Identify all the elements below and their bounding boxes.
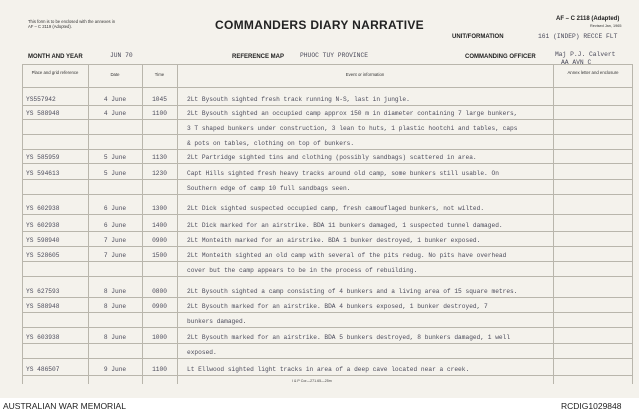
entry-date: 8 June (103, 334, 127, 341)
entry-grid-reference: YS 528605 (26, 252, 60, 259)
entry-event-line: 2Lt Bysouth marked for an airstrike. BDA 5 bunkers destroyed, 8 bunkers damaged, 1 well (187, 334, 511, 341)
month-year-label: MONTH AND YEAR (28, 54, 83, 60)
row-rule (22, 179, 632, 180)
entry-grid-reference: YS 602938 (26, 205, 60, 212)
entry-date: 7 June (103, 252, 127, 259)
entry-time: 1230 (152, 170, 167, 177)
printer-line: I & P Cor—271.65—25m (292, 379, 332, 383)
row-rule (22, 375, 632, 376)
reference-map-label: REFERENCE MAP (232, 54, 285, 60)
entry-event-line: & pots on tables, clothing on top of bunkers. (187, 139, 355, 147)
entry-date: 8 June (103, 303, 127, 310)
entry-time: 1100 (152, 366, 167, 373)
month-year-value: JUN 70 (110, 52, 133, 59)
form-number: AF – C 2118 (Adapted) (556, 16, 620, 22)
entry-date: 7 June (103, 237, 127, 244)
entry-time: 0800 (152, 288, 167, 295)
unit-value: 161 (INDEP) RECCE FLT (538, 33, 618, 40)
row-rule (22, 358, 632, 359)
entry-grid-reference: YS 585959 (26, 154, 60, 161)
entry-event-line: 2Lt Bysouth sighted a camp consisting of 4 bunkers and a living area of 15 square metres. (187, 288, 518, 295)
entry-time: 1130 (152, 154, 167, 161)
entry-event-line: 2Lt Monteith sighted an old camp with several of the pits redug. No pits have overhead (187, 252, 507, 259)
row-rule (22, 276, 632, 277)
entry-event-line: 3 T shaped bunkers under construction, 3 lean to huts, 1 plastic hootchi and tables, caps (187, 124, 518, 132)
footer-record-id: RCDIG1029848 (561, 401, 622, 411)
entry-event-line: cover but the camp appears to be in the process of rebuilding. (187, 266, 418, 274)
entry-event-line: 2Lt Dick sighted suspected occupied camp, fresh camouflaged bunkers, not wilted. (187, 205, 485, 212)
row-rule (22, 149, 632, 150)
row-rule (22, 246, 632, 247)
commanding-officer-unit: AA AVN C (561, 59, 592, 66)
entry-date: 6 June (103, 205, 127, 212)
col-header-place: Place and grid reference (31, 70, 79, 75)
commanding-officer-value: Maj P.J. Calvert (555, 51, 616, 58)
annex-column-rule (553, 64, 554, 384)
col-header-time: Time (154, 72, 165, 77)
entry-grid-reference: YS 588948 (26, 303, 60, 310)
entry-date: 5 June (103, 170, 127, 177)
entry-date: 6 June (103, 222, 127, 229)
entry-event-line: 2Lt Monteith marked for an airstrike. BDA 1 bunker destroyed, 1 bunker exposed. (187, 237, 481, 244)
commanding-officer-label: COMMANDING OFFICER (465, 54, 536, 60)
row-rule (22, 343, 632, 344)
col-header-date: Date (110, 72, 120, 77)
page-title: COMMANDERS DIARY NARRATIVE (215, 18, 424, 32)
row-rule (22, 312, 632, 313)
unit-label: UNIT/FORMATION (452, 34, 504, 40)
entry-date: 4 June (103, 110, 127, 117)
reference-map-value: PHUOC TUY PROVINCE (300, 52, 369, 59)
row-rule (22, 327, 632, 328)
form-revised: Revised Jan, 1965 (590, 24, 622, 28)
entry-event-line: Capt Hills sighted fresh heavy tracks around old camp, some bunkers still usable. On (187, 170, 499, 177)
header-bottom-rule (22, 87, 632, 88)
entry-date: 8 June (103, 288, 127, 295)
entry-date: 5 June (103, 154, 127, 161)
entry-time: 1300 (152, 205, 167, 212)
entry-event-line: 2Lt Bysouth sighted an occupied camp approx 150 m in diameter containing 7 large bunkers, (187, 110, 518, 117)
entry-time: 1500 (152, 252, 167, 259)
entry-grid-reference: YS557942 (26, 96, 56, 103)
entry-time: 1000 (152, 334, 167, 341)
entry-grid-reference: YS 594613 (26, 170, 60, 177)
entry-time: 1045 (152, 96, 167, 103)
entry-event-line: bunkers damaged. (187, 317, 247, 325)
entry-event-line: 2Lt Bysouth sighted fresh track running N-S, last in jungle. (187, 96, 410, 103)
event-column-rule (177, 64, 178, 384)
entry-grid-reference: YS 486507 (26, 366, 60, 373)
row-rule (22, 297, 632, 298)
row-rule (22, 214, 632, 215)
entry-time: 1100 (152, 110, 167, 117)
entry-event-line: 2Lt Bysouth marked for an airstrike. BDA 4 bunkers exposed, 1 bunker destroyed, 7 (187, 303, 488, 310)
entry-grid-reference: YS 588948 (26, 110, 60, 117)
entry-grid-reference: YS 603938 (26, 334, 60, 341)
row-rule (22, 134, 632, 135)
row-rule (22, 163, 632, 164)
col-header-annex: Annex letter and enclosure (567, 70, 619, 75)
entry-time: 0900 (152, 237, 167, 244)
footer-source: AUSTRALIAN WAR MEMORIAL (3, 401, 126, 411)
entry-event-line: Lt Ellwood sighted light tracks in area of a deep cave located near a creek. (187, 366, 470, 373)
entry-event-line: Southern edge of camp 10 full sandbags seen. (187, 184, 351, 192)
entry-date: 4 June (103, 96, 127, 103)
entry-time: 1400 (152, 222, 167, 229)
row-rule (22, 105, 632, 106)
entry-grid-reference: YS 602938 (26, 222, 60, 229)
entry-event-line: exposed. (187, 348, 217, 356)
row-rule (22, 261, 632, 262)
entry-time: 0900 (152, 303, 167, 310)
row-rule (22, 194, 632, 195)
table-left-rule (22, 64, 23, 384)
form-note: This form is to be enclosed with the annexes in AF – C 2119 (Adopted). (28, 19, 116, 29)
row-rule (22, 231, 632, 232)
entry-event-line: 2Lt Partridge sighted tins and clothing (possibly sandbags) scattered in area. (187, 154, 477, 161)
col-header-event: Event or information (345, 72, 385, 77)
table-right-rule (632, 64, 633, 384)
table-top-rule (22, 64, 632, 65)
entry-grid-reference: YS 627593 (26, 288, 60, 295)
entry-grid-reference: YS 598940 (26, 237, 60, 244)
entry-date: 9 June (103, 366, 127, 373)
entry-event-line: 2Lt Dick marked for an airstrike. BDA 11 bunkers damaged, 1 suspected tunnel damaged. (187, 222, 503, 229)
row-rule (22, 119, 632, 120)
